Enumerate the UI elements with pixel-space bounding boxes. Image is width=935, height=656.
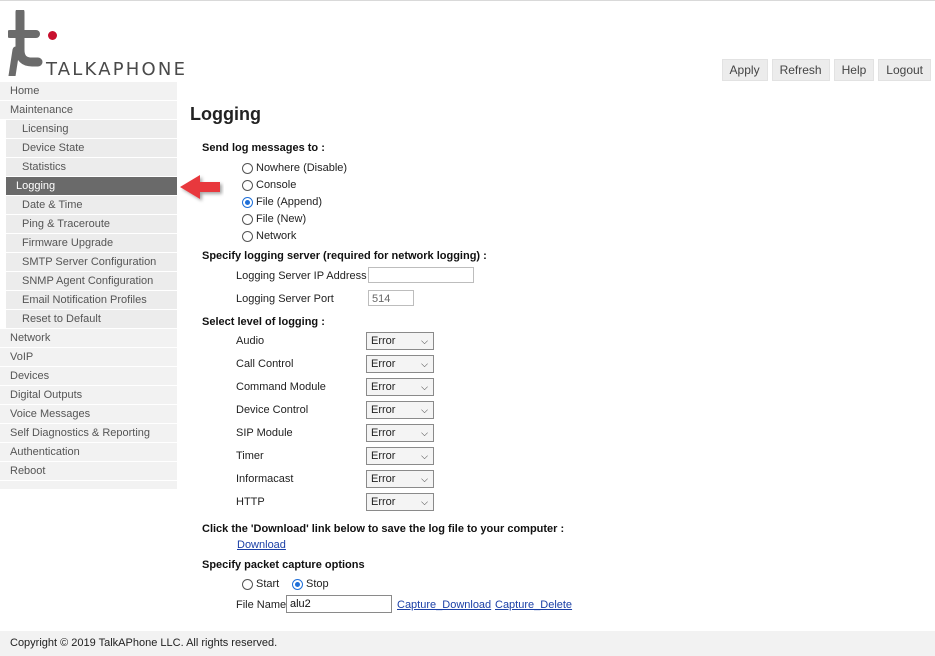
radio-option-console[interactable]: [242, 179, 296, 191]
sidebar-nav: [0, 82, 177, 489]
logging-server-heading: Specify logging server (required for network logging) :: [202, 250, 487, 262]
sidebar-item-home[interactable]: Home: [0, 82, 177, 101]
logo-red-dot: [48, 31, 57, 40]
radio-console-icon[interactable]: [242, 180, 253, 191]
capture-delete-link[interactable]: Capture_Delete: [495, 599, 573, 611]
radio-capture-stop-icon[interactable]: [292, 579, 303, 590]
level-select-informacast[interactable]: [366, 470, 434, 488]
logo-wordmark: TALKAPHONE: [46, 59, 188, 80]
page-title: Logging: [190, 104, 261, 124]
radio-file-new-label: File (New): [256, 213, 307, 225]
talkaphone-logo: [8, 10, 238, 80]
sidebar-item-self-diagnostics[interactable]: Self Diagnostics & Reporting: [0, 424, 177, 443]
level-label-sip-module: SIP Module: [236, 427, 293, 439]
level-value-http: Error: [371, 496, 396, 508]
sidebar-item-device-state[interactable]: Device State: [6, 139, 177, 158]
level-label-audio: Audio: [236, 335, 265, 347]
sidebar-item-snmp-agent[interactable]: SNMP Agent Configuration: [6, 272, 177, 291]
sidebar-item-reset-default[interactable]: Reset to Default: [6, 310, 177, 329]
level-select-call-control[interactable]: [366, 355, 434, 373]
radio-file-new-icon[interactable]: [242, 214, 253, 225]
chevron-down-icon: ⌵: [421, 382, 428, 392]
level-label-informacast: Informacast: [236, 473, 294, 485]
level-value-command-module: Error: [371, 381, 396, 393]
radio-option-capture-start[interactable]: [242, 578, 279, 590]
level-value-audio: Error: [371, 335, 396, 347]
sidebar-item-firmware-upgrade[interactable]: Firmware Upgrade: [6, 234, 177, 253]
radio-option-nowhere[interactable]: [242, 162, 347, 174]
apply-button[interactable]: Apply: [722, 59, 768, 81]
server-ip-label: Logging Server IP Address: [236, 270, 367, 282]
radio-nowhere-label: Nowhere (Disable): [256, 162, 348, 174]
sidebar-item-reboot[interactable]: Reboot: [0, 462, 177, 481]
sidebar-fill: [0, 481, 177, 489]
chevron-down-icon: ⌵: [421, 336, 428, 346]
level-value-call-control: Error: [371, 358, 396, 370]
sidebar-item-licensing[interactable]: Licensing: [6, 120, 177, 139]
radio-option-network[interactable]: [242, 230, 296, 242]
level-select-device-control[interactable]: [366, 401, 434, 419]
sidebar-item-devices[interactable]: Devices: [0, 367, 177, 386]
level-select-http[interactable]: [366, 493, 434, 511]
sidebar-item-email-profiles[interactable]: Email Notification Profiles: [6, 291, 177, 310]
capture-file-name-input[interactable]: alu2: [286, 595, 392, 613]
footer: [0, 631, 935, 656]
radio-network-label: Network: [256, 230, 297, 242]
level-select-timer[interactable]: [366, 447, 434, 465]
logo-t-glyph: [8, 10, 48, 76]
sidebar-item-date-time[interactable]: Date & Time: [6, 196, 177, 215]
level-value-sip-module: Error: [371, 427, 396, 439]
sidebar-item-smtp-server[interactable]: SMTP Server Configuration: [6, 253, 177, 272]
red-arrow-icon: [178, 172, 224, 204]
radio-option-capture-stop[interactable]: [292, 578, 329, 590]
sidebar-item-ping-traceroute[interactable]: Ping & Traceroute: [6, 215, 177, 234]
level-label-timer: Timer: [236, 450, 264, 462]
radio-file-append-label: File (Append): [256, 196, 323, 208]
level-label-call-control: Call Control: [236, 358, 294, 370]
top-toolbar: [722, 59, 931, 81]
sidebar-item-network[interactable]: Network: [0, 329, 177, 348]
chevron-down-icon: ⌵: [421, 497, 428, 507]
logout-button[interactable]: Logout: [878, 59, 931, 81]
server-port-input[interactable]: 514: [368, 290, 414, 306]
level-select-audio[interactable]: [366, 332, 434, 350]
sidebar-item-authentication[interactable]: Authentication: [0, 443, 177, 462]
radio-network-icon[interactable]: [242, 231, 253, 242]
chevron-down-icon: ⌵: [421, 474, 428, 484]
radio-capture-start-icon[interactable]: [242, 579, 253, 590]
chevron-down-icon: ⌵: [421, 428, 428, 438]
sidebar-item-digital-outputs[interactable]: Digital Outputs: [0, 386, 177, 405]
sidebar-item-logging[interactable]: Logging: [6, 177, 177, 196]
radio-capture-start-label: Start: [256, 578, 280, 590]
chevron-down-icon: ⌵: [421, 451, 428, 461]
sidebar-item-statistics[interactable]: Statistics: [6, 158, 177, 177]
top-border: [0, 0, 935, 1]
level-select-command-module[interactable]: [366, 378, 434, 396]
level-value-timer: Error: [371, 450, 396, 462]
download-link[interactable]: Download: [237, 539, 286, 551]
radio-nowhere-icon[interactable]: [242, 163, 253, 174]
level-label-http: HTTP: [236, 496, 265, 508]
refresh-button[interactable]: Refresh: [772, 59, 830, 81]
help-button[interactable]: Help: [834, 59, 875, 81]
packet-capture-heading: Specify packet capture options: [202, 559, 365, 571]
radio-console-label: Console: [256, 179, 297, 191]
radio-file-append-icon[interactable]: [242, 197, 253, 208]
download-heading: Click the 'Download' link below to save the log file to your computer :: [202, 523, 565, 535]
radio-capture-stop-label: Stop: [306, 578, 329, 590]
copyright-text: Copyright © 2019 TalkAPhone LLC. All rights reserved.: [10, 637, 278, 649]
level-value-informacast: Error: [371, 473, 396, 485]
level-label-command-module: Command Module: [236, 381, 326, 393]
radio-option-file-new[interactable]: [242, 213, 306, 225]
radio-option-file-append[interactable]: [242, 196, 322, 208]
sidebar-item-voip[interactable]: VoIP: [0, 348, 177, 367]
chevron-down-icon: ⌵: [421, 359, 428, 369]
sidebar-item-voice-messages[interactable]: Voice Messages: [0, 405, 177, 424]
chevron-down-icon: ⌵: [421, 405, 428, 415]
level-value-device-control: Error: [371, 404, 396, 416]
level-label-device-control: Device Control: [236, 404, 309, 416]
log-level-heading: Select level of logging :: [202, 316, 325, 328]
send-log-heading: Send log messages to :: [202, 142, 325, 154]
capture-file-name-label: File Name: [236, 599, 287, 611]
level-select-sip-module[interactable]: [366, 424, 434, 442]
server-port-label: Logging Server Port: [236, 293, 334, 305]
sidebar-item-maintenance[interactable]: Maintenance: [0, 101, 177, 120]
server-ip-input[interactable]: [368, 267, 474, 283]
capture-download-link[interactable]: Capture_Download: [397, 599, 492, 611]
